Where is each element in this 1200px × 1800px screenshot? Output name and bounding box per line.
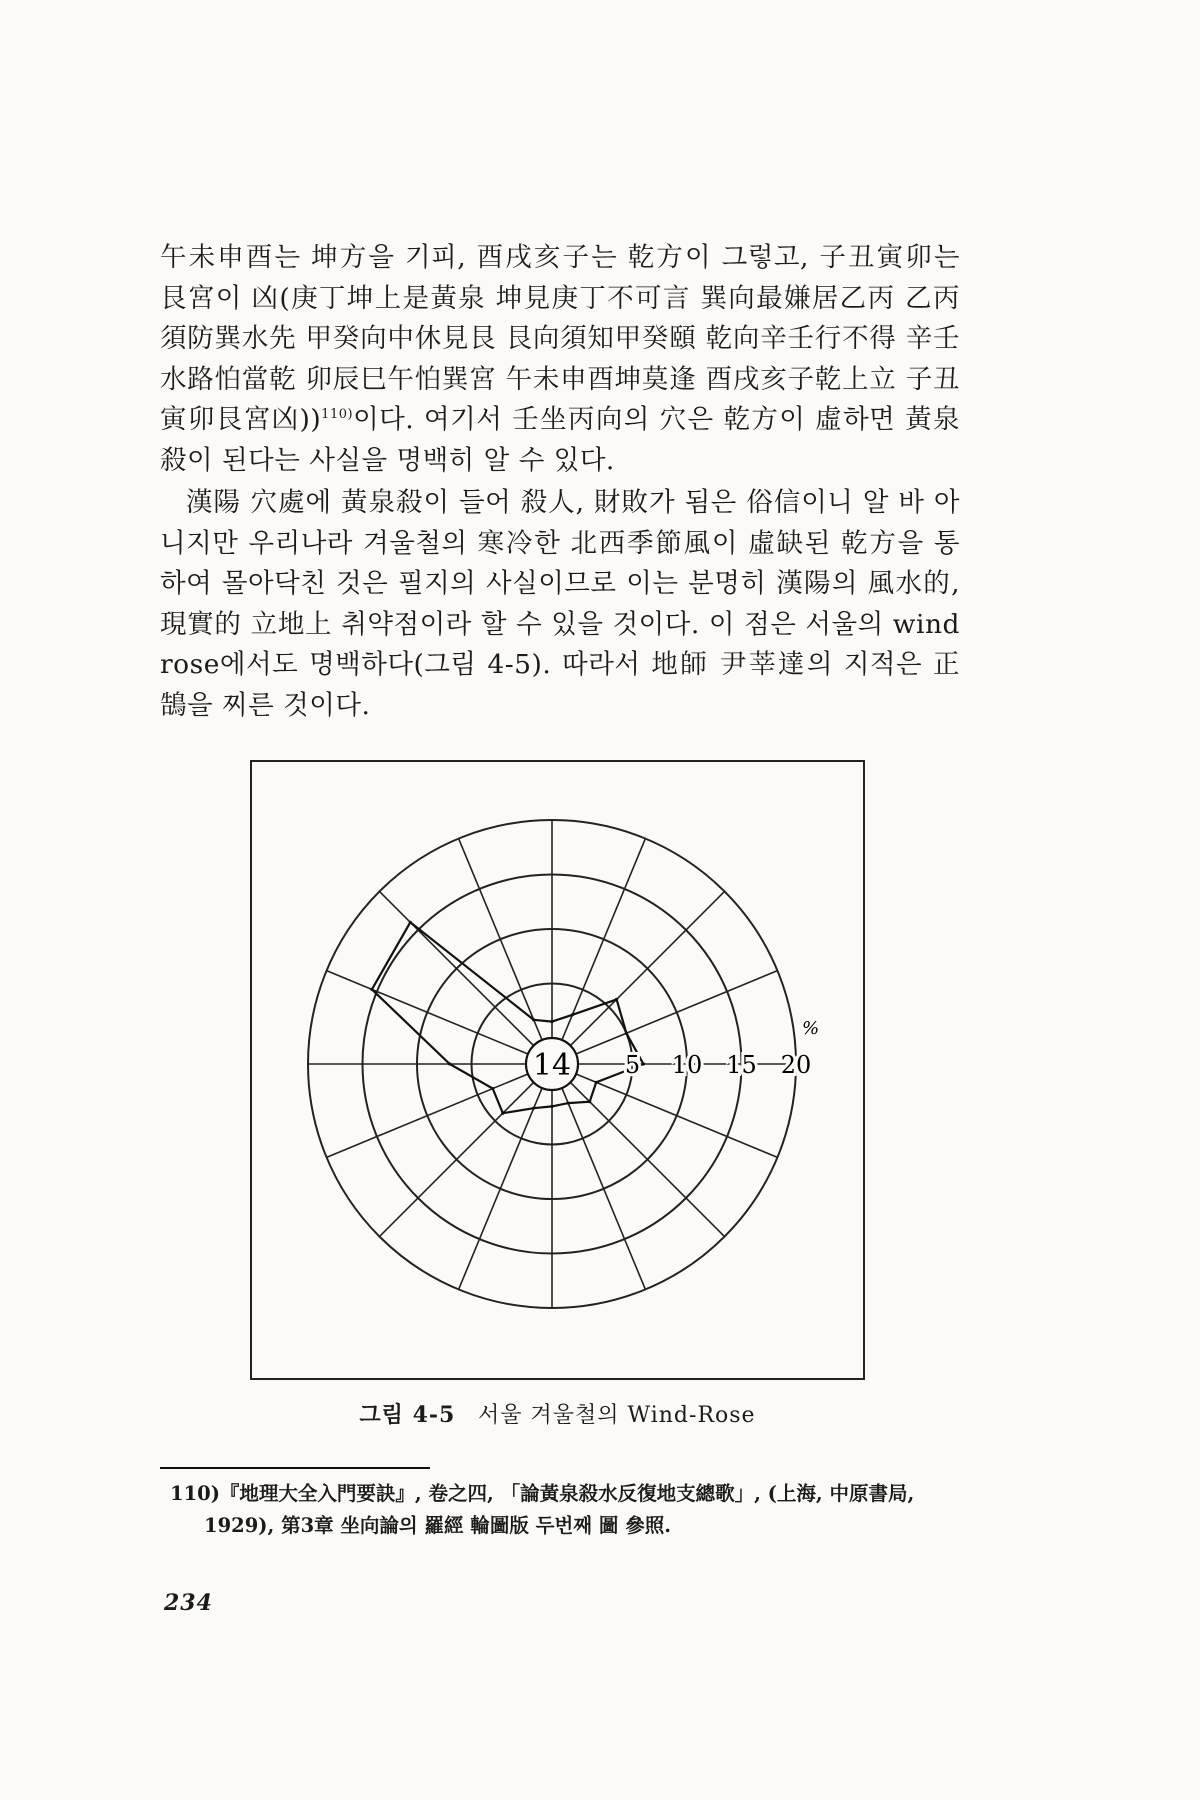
scale-label-20: 20 — [780, 1051, 812, 1079]
data-point-SE — [588, 1100, 591, 1103]
data-point-NNE — [571, 1013, 574, 1016]
calm-value-label: 14 — [532, 1048, 572, 1083]
data-point-WNW — [370, 988, 373, 991]
footnote-line-1: 110)『地理大全入門要訣』, 卷之四, 「論黃泉殺水反復地支總歌」, (上海, 中原書局, — [170, 1482, 915, 1505]
data-point-NW — [409, 921, 412, 924]
spoke-SSW — [459, 1088, 542, 1289]
body-text — [160, 238, 960, 726]
spoke-SE — [570, 1082, 724, 1236]
data-point-WSW — [491, 1087, 494, 1090]
footnote-line-2: 1929), 第3章 坐向論의 羅經 輪圖版 두번째 圖 參照. — [204, 1514, 672, 1537]
footnote-ref[interactable]: 110) — [321, 407, 354, 422]
paragraph-2: 漢陽 穴處에 黃泉殺이 들어 殺人, 財敗가 됨은 俗信이니 알 바 아니지만 우리나라 겨울철의 寒冷한 北西季節風이 虛缺된 乾方을 통하여 몰아닥친 것은 필지의 사실이므로 이는 분명히 漢陽의 風水的, 現實的 立地上 취약점이라 할 수 있을 것이다. 이 점은 서울의 wind rose에서도 명백하다(그림 4-5). 따라서 地師 尹莘達의 지적은 正鵠을 찌른 것이다. — [160, 487, 960, 721]
data-point-NE — [615, 998, 618, 1001]
spoke-NW — [379, 891, 533, 1045]
wind-rose-figure — [250, 760, 865, 1380]
data-point-SSE — [567, 1102, 570, 1105]
figure-caption-text: 서울 겨울철의 Wind-Rose — [478, 1403, 756, 1428]
data-point-SW — [501, 1112, 504, 1115]
page-number: 234 — [164, 1590, 213, 1616]
data-point-N — [550, 1020, 553, 1023]
paragraph-1: 午未申酉는 坤方을 기피, 酉戌亥子는 乾方이 그렇고, 子丑寅卯는 艮宮이 凶(庚丁坤上是黃泉 坤見庚丁不可言 巽向最嫌居乙丙 乙丙須防巽水先 甲癸向中休見艮 艮向須知甲癸頤 乾向辛壬行不得 辛壬水路怕當乾 卯辰巳午怕巽宮 午未申酉坤莫逢 酉戌亥子乾上立 子丑寅卯艮宮凶))$^{110)}$이다. 여기서 壬坐丙向의 穴은 乾方이 虛하면 黃泉殺이 된다는 사실을 명백히 알 수 있다. — [160, 242, 960, 476]
data-point-S — [550, 1105, 553, 1108]
data-point-SSW — [532, 1107, 535, 1110]
wind-rose-chart — [252, 762, 863, 1378]
data-point-ESE — [595, 1081, 598, 1084]
spoke-NE — [570, 891, 724, 1045]
scale-label-10: 10 — [671, 1051, 703, 1079]
spoke-SW — [379, 1082, 533, 1236]
footnote — [170, 1478, 970, 1542]
spoke-SSE — [562, 1088, 645, 1289]
scale-label-15: 15 — [726, 1051, 757, 1079]
spoke-NNW — [459, 839, 542, 1040]
percent-unit-label: % — [802, 1018, 820, 1039]
data-point-ENE — [625, 1032, 628, 1035]
figure-label: 그림 4-5 — [359, 1402, 456, 1428]
spoke-WSW — [327, 1074, 528, 1157]
data-point-E — [642, 1062, 645, 1065]
footnote-divider — [160, 1467, 430, 1469]
scale-label-5: 5 — [624, 1051, 641, 1079]
data-point-NNW — [532, 1018, 535, 1021]
spoke-ESE — [576, 1074, 777, 1157]
data-point-W — [448, 1062, 451, 1065]
spoke-NNE — [562, 839, 645, 1040]
spoke-ENE — [576, 971, 777, 1054]
figure-caption — [250, 1398, 865, 1429]
